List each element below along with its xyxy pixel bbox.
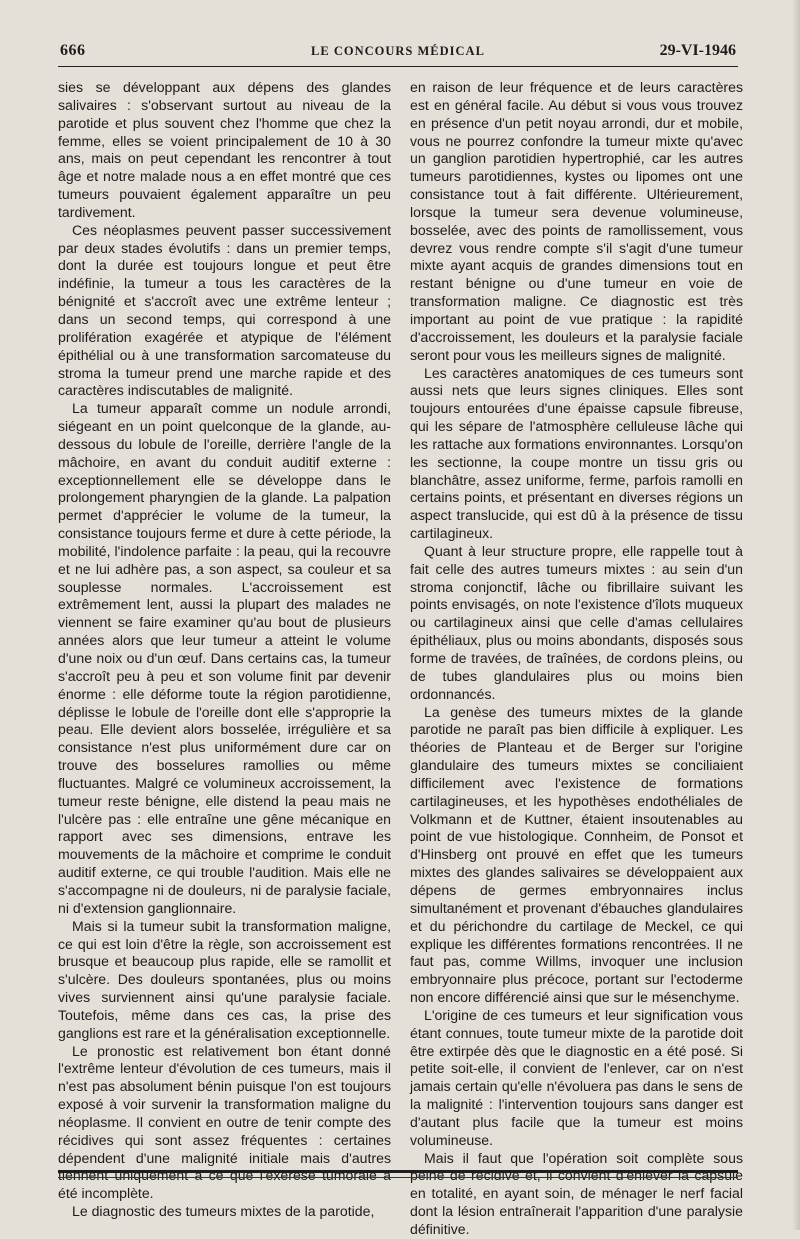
paragraph: Le pronostic est relativement bon étant donné l'extrême lenteur d'évolution de ces tumeurs, mais il n'est pas absolument bénin puisque l'on est toujours exposé à voir survenir la transformation maligne du néoplasme. Il convient en outre de tenir compte des récidives qui sont assez fréquentes : certaines dépendent d'une malignité initiale mais d'autres tiennent uniquement à ce que l'exérèse tumorale a été incomplète. bbox=[58, 1042, 391, 1202]
paragraph: L'origine de ces tumeurs et leur signification vous étant connues, toute tumeur mixte de la parotide doit être extirpée dès que le diagnostic en a été posé. Si petite soit-elle, il convient de l'enlever, car on n'est jamais certain qu'elle n'évoluera pas dans le sens de la malignité : l'intervention toujours sans danger est d'autant plus facile que la tumeur est moins volumineuse. bbox=[410, 1006, 743, 1148]
issue-date: 29-VI-1946 bbox=[659, 42, 736, 59]
paragraph: Mais il faut que l'opération soit complète sous peine de récidive et, il convient d'enlever la capsule en totalité, en ayant soin, de ménager le nerf facial dont la lésion entraînerait l'apparition d'une paralysie définitive. bbox=[410, 1149, 743, 1237]
page-edge-shadow bbox=[792, 0, 800, 1230]
page-header bbox=[60, 40, 736, 66]
paragraph: La tumeur apparaît comme un nodule arrondi, siégeant en un point quelconque de la glande, au-dessous du lobule de l'oreille, derrière l'angle de la mâchoire, en avant du conduit auditif externe : exceptionnellement elle se développe dans le prolongement pharyngien de la glande. La palpation permet d'apprécier le volume de la tumeur, la consistance toujours ferme et dure à cette période, la mobilité, l'indolence parfaite : la peau, qui la recouvre et ne lui adhère pas, a son aspect, sa couleur et sa souplesse normales. L'accroissement est extrêmement lent, aussi la plupart des malades ne viennent se faire examiner qu'au bout de plusieurs années alors que leur tumeur a atteint le volume d'une noix ou d'un œuf. Dans certains cas, la tumeur s'accroît peu à peu et son volume finit par devenir énorme : elle déforme toute la région parotidienne, déplisse le lobule de l'oreille dont elle s'approprie la peau. Elle devient alors bosselée, irrégulière et sa consistance n'est plus uniformément dure car on trouve des bosselures ramollies ou même fluctuantes. Malgré ce volumineux accroissement, la tumeur reste bénigne, elle distend la peau mais ne l'ulcère pas : elle entraîne une gêne mécanique en rapport avec ses dimensions, entrave les mouvements de la mâchoire et comprime le conduit auditif externe, ce qui trouble l'audition. Mais elle ne s'accompagne ni de douleurs, ni de paralysie faciale, ni d'extension ganglionnaire. bbox=[58, 400, 391, 916]
page-number: 666 bbox=[60, 42, 86, 59]
footer-rule-thin bbox=[58, 1177, 738, 1178]
paragraph: Quant à leur structure propre, elle rappelle tout à fait celle des autres tumeurs mixtes : au sein d'un stroma conjonctif, lâche ou fibrillaire suivant les points envisagés, on note l'existence d'îlots muqueux ou cartilagineux ainsi que celle d'amas cellulaires épithéliaux, plus ou moins abondants, disposés sous forme de travées, de traînées, de cordons pleins, ou de tubes glandulaires plus ou moins bien ordonnancés. bbox=[410, 542, 743, 702]
left-column bbox=[58, 79, 391, 1221]
paragraph: sies se développant aux dépens des glandes salivaires : s'observant surtout au niveau de la parotide et plus souvent chez l'homme que chez la femme, elles se voient principalement de 10 à 30 ans, mais on peut cependant les rencontrer à tout âge et notre malade nous a en effet montré que ces tumeurs pouvaient également apparaître un peu tardivement. bbox=[58, 79, 391, 220]
footer-rule-thick bbox=[58, 1170, 738, 1173]
right-column bbox=[410, 79, 743, 1239]
paragraph: Le diagnostic des tumeurs mixtes de la parotide, bbox=[72, 1203, 375, 1220]
header-rule bbox=[58, 66, 738, 67]
paragraph: Ces néoplasmes peuvent passer successivement par deux stades évolutifs : dans un premier temps, dont la durée est toujours longue et peut être indéfinie, la tumeur a tous les caractères de la bénignité et s'accroît avec une extrême lenteur ; dans un second temps, qui correspond à une prolifération exagérée et atypique de l'élément épithélial ou à une transformation sarcomateuse du stroma la tumeur prend une marche rapide et des caractères indiscutables de malignité. bbox=[58, 221, 391, 399]
paragraph: en raison de leur fréquence et de leurs caractères est en général facile. Au début si vous vous trouvez en présence d'un petit noyau arrondi, dur et mobile, vous ne pourrez confondre la tumeur mixte qu'avec un ganglion parotidien hypertrophié, car les autres tumeurs parotidiennes, kystes ou lipomes ont une consistance tout à fait différente. Ultérieurement, lorsque la tumeur sera devenue volumineuse, bosselée, avec des points de ramollissement, vous devrez vous rendre compte s'il s'agit d'une tumeur mixte ayant acquis de grandes dimensions tout en restant bénigne ou d'une tumeur en voie de transformation maligne. Ce diagnostic est très important au point de vue pratique : la rapidité d'accroissement, les douleurs et la paralysie faciale seront pour vous les meilleurs signes de malignité. bbox=[410, 79, 743, 363]
paragraph: La genèse des tumeurs mixtes de la glande parotide ne paraît pas bien difficile à expliquer. Les théories de Planteau et de Berger sur l'origine glandulaire des tumeurs mixtes se conciliaient difficilement avec l'existence de formations cartilagineuses, et les hypothèses endothéliales de Volkmann et de Kuttner, étaient insoutenables au point de vue histologique. Connheim, de Ponsot et d'Hinsberg ont prouvé en effet que les tumeurs mixtes des glandes salivaires se développaient aux dépens de germes embryonnaires inclus simultanément et provenant d'ébauches glandulaires et du périchondre du cartilage de Meckel, ce qui explique les différentes formations rencontrées. Il ne faut pas, comme Willms, invoquer une inclusion embryonnaire plus précoce, portant sur l'ectoderme non encore différencié ainsi que sur le mésenchyme. bbox=[410, 703, 743, 1006]
paragraph: Mais si la tumeur subit la transformation maligne, ce qui est loin d'être la règle, son accroissement est brusque et beaucoup plus rapide, elle se ramollit et s'ulcère. Des douleurs spontanées, plus ou moins vives surviennent ainsi qu'une paralysie faciale. Toutefois, même dans ces cas, la prise des ganglions est rare et la généralisation exceptionnelle. bbox=[58, 917, 391, 1041]
paragraph: Les caractères anatomiques de ces tumeurs sont aussi nets que leurs signes cliniques. Elles sont toujours entourées d'une épaisse capsule fibreuse, qui les sépare de l'atmosphère celluleuse lâche qui les rattache aux formations environnantes. Lorsqu'on les sectionne, la coupe montre un tissu gris ou blanchâtre, assez uniforme, ferme, parfois ramolli en certains points, et présentant en diverses régions un aspect translucide, qui est dû à la présence de tissu cartilagineux. bbox=[410, 364, 743, 542]
running-title: LE CONCOURS MÉDICAL bbox=[311, 44, 485, 58]
